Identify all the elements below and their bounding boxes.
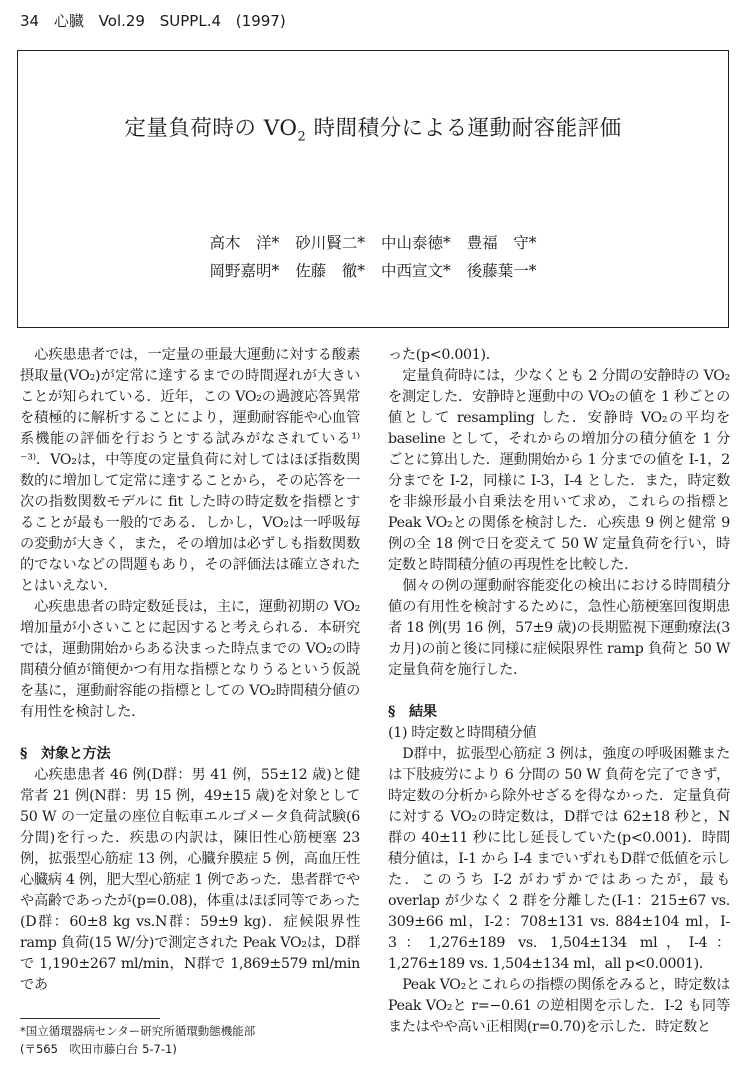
running-header: [20, 10, 296, 31]
paragraph: 定量負荷時には，少なくとも 2 分間の安静時の VO₂を測定した．安静時と運動中の VO₂の値を 1 秒ごとの値として resampling した．安静時 VO₂の平均を baseline として，それからの増加分の積分値を 1 分ごとに算出した．運動開始から 1 分までの値を I-1，2 分までを I-2，同様に I-3，I-4 とした．また，時定数を非線形最小自乗法を用いて求め，これらの指標と Peak VO₂との関係を検討した．心疾患 9 例と健常 9 例の全 18 例で日を変えて 50 W 定量負荷を行い，時定数と時間積分値の再現性を比較した．: [388, 368, 730, 573]
author-row-1: [18, 229, 728, 257]
author: 高木 洋*: [209, 234, 280, 252]
paragraph: った(p<0.001)．: [388, 347, 500, 363]
author-row-2: [18, 257, 728, 285]
author: 砂川賢二*: [295, 234, 365, 252]
author: 後藤葉一*: [466, 262, 537, 280]
page-number: 34: [20, 12, 40, 30]
section-heading-results: § 結果: [388, 704, 437, 720]
subsection-heading: (1) 時定数と時間積分値: [388, 725, 537, 741]
journal-volume: Vol.29: [98, 12, 145, 30]
author: 豊福 守*: [466, 234, 537, 252]
paragraph: D群中，拡張型心筋症 3 例は，強度の呼吸困難または下肢疲労により 6 分間の 50 W 負荷を完了できず，時定数の分析から除外せざるを得なかった．定量負荷に対する VO₂の時定数は，D群では 62±18 秒と，N群の 40±11 秒に比し延長していた(p<0.001)．時間積分値は，I-1 から I-4 までいずれもD群で低値を示した．このうち I-2 がわずかではあったが，最も overlap が少なく 2 群を分離した(I-1：215±67 vs. 309±66 ml，I-2：708±131 vs. 884±104 ml，I-3：1,276±189 vs. 1,504±134 ml，I-4：1,276±189 vs. 1,504±134 ml，all p<0.0001)．: [388, 746, 730, 972]
title-subscript: 2: [297, 129, 307, 145]
author: 中西宣文*: [381, 262, 451, 280]
address: (〒565 吹田市藤白台 5-7-1): [20, 1042, 177, 1056]
title-text-2: 時間積分による運動耐容能評価: [306, 116, 622, 141]
author: 佐藤 徹*: [295, 262, 365, 280]
journal-year: (1997): [235, 12, 286, 30]
right-column: [388, 345, 730, 1038]
section-heading-methods: § 対象と方法: [20, 746, 111, 762]
footnote: [20, 1022, 255, 1058]
paragraph: 心疾患患者の時定数延長は，主に，運動初期の VO₂増加量が小さいことに起因すると考えられる．本研究では，運動開始からある決まった時点までの VO₂の時間積分値が簡便かつ有用な指標となりうるという仮説を基に，運動耐容能の指標としての VO₂時間積分値の有用性を検討した．: [20, 599, 360, 720]
paragraph: 個々の例の運動耐容能変化の検出における時間積分値の有用性を検討するために，急性心筋梗塞回復期患者 18 例(男 16 例，57±9 歳)の長期監視下運動療法(3 カ月)の前と後に同様に症候限界性 ramp 負荷と 50 W 定量負荷を施行した．: [388, 578, 730, 678]
journal-name: 心臓: [53, 12, 84, 30]
author-list: [18, 229, 728, 285]
author: 岡野嘉明*: [209, 262, 280, 280]
title-text-1: 定量負荷時の VO: [124, 116, 298, 141]
paragraph: 心疾患患者 46 例(D群：男 41 例，55±12 歳)と健常者 21 例(N群：男 15 例，49±15 歳)を対象として 50 W の一定量の座位自転車エルゴメータ負荷試験(6 分間)を行った．疾患の内訳は，陳旧性心筋梗塞 23 例，拡張型心筋症 13 例，心臓弁膜症 5 例，高血圧性心臓病 4 例，肥大型心筋症 1 例であった．患者群でやや高齢であったが(p=0.08)，体重はほぼ同等であった(D群：60±8 kg vs.N群：59±9 kg)．症候限界性 ramp 負荷(15 W/分)で測定された Peak VO₂は，D群で 1,190±267 ml/min，N群で 1,869±579 ml/min であ: [20, 767, 360, 993]
title-box: [17, 50, 729, 328]
affiliation: *国立循環器病センター研究所循環動態機能部: [20, 1024, 256, 1038]
paper-title: [18, 111, 728, 144]
footnote-rule: [20, 1018, 160, 1019]
paragraph: 心疾患患者では，一定量の亜最大運動に対する酸素摂取量(VO₂)が定常に達するまでの時間遅れが大きいことが知られている．近年，この VO₂の過渡応答異常を積極的に解析することにより，運動耐容能や心血管系機能の評価を行おうとする試みがなされている¹⁾⁻³⁾．VO₂は，中等度の定量負荷に対してはほぼ指数関数的に増加して定常に達することから，その応答を一次の指数関数モデルに fit した時の時定数を指標とすることが最も一般的である．しかし，VO₂は一呼吸毎の変動が大きく，また，その増加は必ずしも指数関数的でないなどの問題もあり，その評価法は確立されたとはいえない．: [20, 347, 360, 594]
paragraph: Peak VO₂とこれらの指標の関係をみると，時定数は Peak VO₂と r=−0.61 の逆相関を示した．I-2 も同等またはやや高い正相関(r=0.70)を示した．時定数と: [388, 977, 730, 1035]
left-column: [20, 345, 360, 996]
journal-suppl: SUPPL.4: [159, 12, 222, 30]
author: 中山泰徳*: [381, 234, 451, 252]
